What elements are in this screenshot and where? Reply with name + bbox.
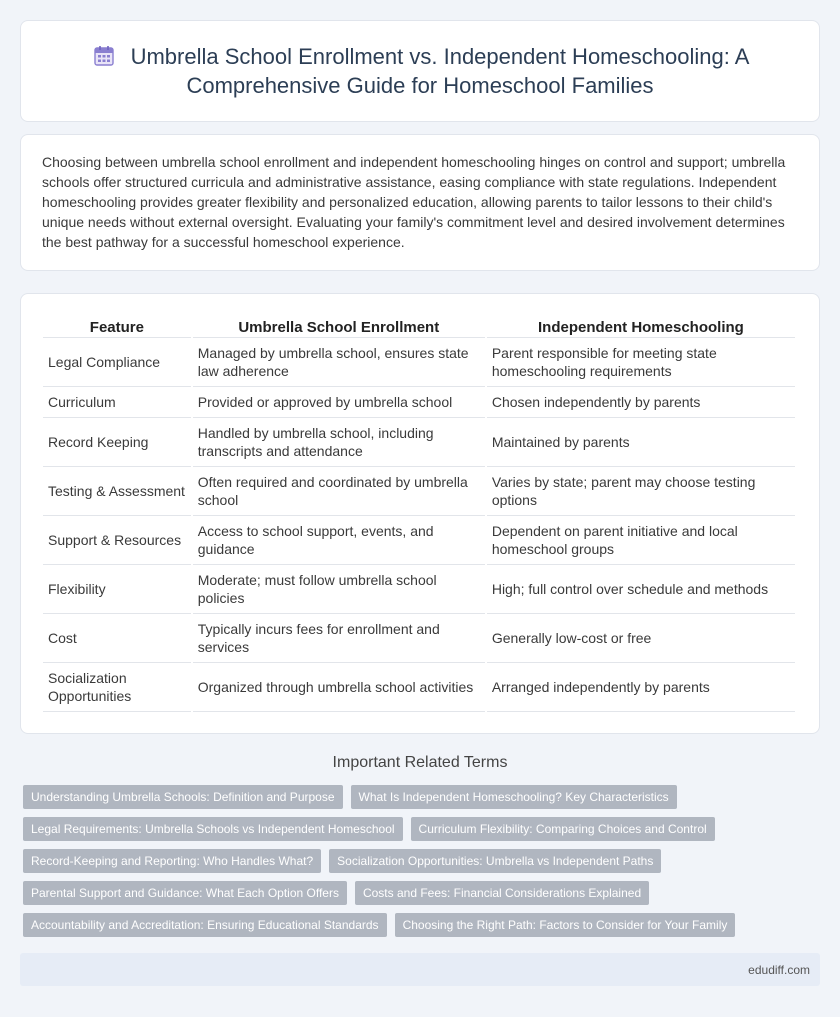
title-card bbox=[20, 20, 820, 122]
feature-cell: Curriculum bbox=[43, 387, 191, 418]
related-term-tag[interactable]: Curriculum Flexibility: Comparing Choices and Control bbox=[411, 817, 715, 841]
header-feature: Feature bbox=[43, 312, 191, 338]
related-term-tag[interactable]: Accountability and Accreditation: Ensuring Educational Standards bbox=[23, 913, 387, 937]
independent-cell: Dependent on parent initiative and local homeschool groups bbox=[487, 516, 795, 565]
feature-cell: Socialization Opportunities bbox=[43, 663, 191, 712]
umbrella-cell: Provided or approved by umbrella school bbox=[193, 387, 485, 418]
related-terms-section bbox=[20, 754, 820, 945]
table-row bbox=[43, 418, 795, 467]
related-terms-heading: Important Related Terms bbox=[332, 754, 508, 771]
footer bbox=[20, 953, 820, 986]
independent-cell: Varies by state; parent may choose testing options bbox=[487, 467, 795, 516]
page-title-text: Umbrella School Enrollment vs. Independent Homeschooling: A Comprehensive Guide for Homeschool Families bbox=[130, 44, 750, 98]
table-header-row bbox=[43, 312, 795, 338]
umbrella-cell: Often required and coordinated by umbrella school bbox=[193, 467, 485, 516]
umbrella-cell: Organized through umbrella school activities bbox=[193, 663, 485, 712]
independent-cell: Maintained by parents bbox=[487, 418, 795, 467]
comparison-table bbox=[41, 312, 797, 712]
umbrella-cell: Moderate; must follow umbrella school policies bbox=[193, 565, 485, 614]
feature-cell: Record Keeping bbox=[43, 418, 191, 467]
table-row bbox=[43, 516, 795, 565]
intro-paragraph: Choosing between umbrella school enrollment and independent homeschooling hinges on control and support; umbrella schools offer structured curricula and administrative assistance, easing compliance with state regulations. Independent homeschooling provides greater flexibility and personalized education, allowing parents to tailor lessons to their child's unique needs without external oversight. Evaluating your family's commitment level and desired involvement determines the best pathway for a successful homeschool experience. bbox=[42, 154, 786, 250]
calendar-icon bbox=[91, 44, 117, 68]
page-title bbox=[57, 42, 783, 100]
feature-cell: Testing & Assessment bbox=[43, 467, 191, 516]
independent-cell: Generally low-cost or free bbox=[487, 614, 795, 663]
related-term-tag[interactable]: Legal Requirements: Umbrella Schools vs Independent Homeschool bbox=[23, 817, 403, 841]
independent-cell: Parent responsible for meeting state homeschooling requirements bbox=[487, 338, 795, 387]
related-term-tag[interactable]: Socialization Opportunities: Umbrella vs Independent Paths bbox=[329, 849, 661, 873]
intro-card bbox=[20, 134, 820, 271]
umbrella-cell: Typically incurs fees for enrollment and services bbox=[193, 614, 485, 663]
feature-cell: Cost bbox=[43, 614, 191, 663]
table-row bbox=[43, 565, 795, 614]
table-row bbox=[43, 614, 795, 663]
related-term-tag[interactable]: Parental Support and Guidance: What Each Option Offers bbox=[23, 881, 347, 905]
related-terms-list bbox=[20, 785, 820, 945]
table-row bbox=[43, 467, 795, 516]
independent-cell: Chosen independently by parents bbox=[487, 387, 795, 418]
feature-cell: Support & Resources bbox=[43, 516, 191, 565]
comparison-card bbox=[20, 293, 820, 734]
independent-cell: High; full control over schedule and methods bbox=[487, 565, 795, 614]
related-term-tag[interactable]: Choosing the Right Path: Factors to Consider for Your Family bbox=[395, 913, 736, 937]
feature-cell: Legal Compliance bbox=[43, 338, 191, 387]
header-independent: Independent Homeschooling bbox=[487, 312, 795, 338]
related-term-tag[interactable]: Record-Keeping and Reporting: Who Handles What? bbox=[23, 849, 321, 873]
table-row bbox=[43, 338, 795, 387]
umbrella-cell: Managed by umbrella school, ensures state law adherence bbox=[193, 338, 485, 387]
header-umbrella: Umbrella School Enrollment bbox=[193, 312, 485, 338]
related-term-tag[interactable]: Understanding Umbrella Schools: Definition and Purpose bbox=[23, 785, 343, 809]
table-row bbox=[43, 387, 795, 418]
footer-site-link[interactable]: edudiff.com bbox=[748, 963, 810, 977]
umbrella-cell: Handled by umbrella school, including transcripts and attendance bbox=[193, 418, 485, 467]
umbrella-cell: Access to school support, events, and guidance bbox=[193, 516, 485, 565]
feature-cell: Flexibility bbox=[43, 565, 191, 614]
independent-cell: Arranged independently by parents bbox=[487, 663, 795, 712]
related-term-tag[interactable]: What Is Independent Homeschooling? Key Characteristics bbox=[351, 785, 677, 809]
table-row bbox=[43, 663, 795, 712]
related-term-tag[interactable]: Costs and Fees: Financial Considerations Explained bbox=[355, 881, 649, 905]
